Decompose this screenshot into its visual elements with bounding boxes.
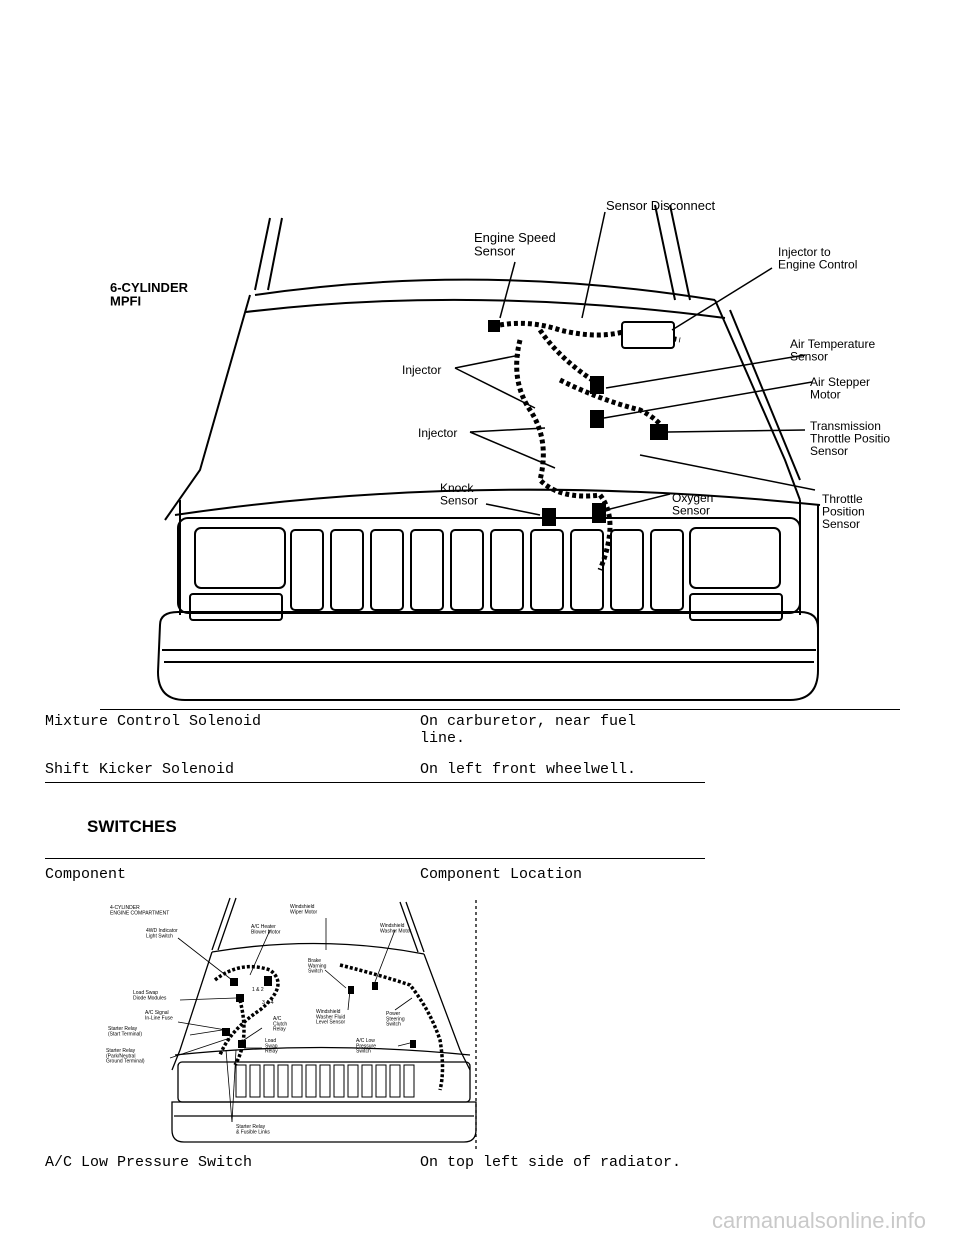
label-3-and-4: 3 & 4: [262, 1000, 274, 1006]
label-starter-relay-fusible-links: Starter Relay & Fusible Links: [236, 1124, 270, 1136]
watermark: carmanualsonline.info: [712, 1208, 927, 1233]
label-transmission-throttle-position-sensor: Transmission Throttle Positio Sensor: [810, 419, 891, 459]
label-engine-speed-sensor: Engine Speed Sensor: [474, 230, 556, 259]
label-knock-sensor: Knock Sensor: [440, 481, 479, 508]
label-1-and-2: 1 & 2: [252, 987, 264, 993]
label-starter-relay-park-neutral: Starter Relay (Park/Neutral Ground Terminal): [106, 1048, 145, 1065]
label-throttle-position-sensor: Throttle Position Sensor: [822, 492, 865, 532]
section-heading: SWITCHES: [87, 817, 177, 836]
label-sensor-disconnect: Sensor Disconnect: [606, 198, 716, 213]
row-location: On top left side of radiator.: [420, 1154, 682, 1171]
label-windshield-wiper-motor: Windshield Wiper Motor: [290, 904, 318, 916]
label-load-swap-diode-modules: Load Swap Diode Modules: [133, 990, 167, 1002]
row-location: On carburetor, near fuel: [420, 713, 637, 730]
grille-slats: [291, 530, 683, 610]
label-load-swap-relay: Load Swap Relay: [265, 1038, 278, 1055]
label-brake-warning-switch: Brake Warning Switch: [308, 958, 327, 975]
label-ac-low-pressure-switch: A/C Low Pressure Switch: [356, 1038, 377, 1055]
label-windshield-washer-motor: Windshield Washer Motor: [380, 923, 412, 935]
row-component: Mixture Control Solenoid: [45, 713, 262, 730]
row-component: A/C Low Pressure Switch: [45, 1154, 253, 1171]
label-injector-to-engine-control: Injector to Engine Control: [778, 245, 858, 272]
label-air-temperature-sensor: Air Temperature Sensor: [790, 337, 876, 364]
label-power-steering-switch: Power Steering Switch: [386, 1011, 405, 1028]
vehicle-front-outline: [158, 205, 820, 700]
wiring-harness: [500, 323, 680, 570]
label-oxygen-sensor: Oxygen Sensor: [672, 491, 714, 518]
label-ac-clutch-relay: A/C Clutch Relay: [273, 1016, 288, 1033]
fig2-grille-slats: [236, 1065, 414, 1097]
figure2-labels: [106, 904, 412, 1135]
label-starter-relay-start-terminal: Starter Relay (Start Terminal): [108, 1026, 143, 1038]
label-windshield-washer-fluid-level-sensor: Windshield Washer Fluid Level Sensor: [316, 1009, 346, 1026]
row-location: On left front wheelwell.: [420, 761, 637, 778]
row-component: Shift Kicker Solenoid: [45, 761, 235, 778]
divider-line: [45, 858, 705, 859]
row-location-continued: line.: [420, 730, 466, 747]
figure1-title: 6-CYLINDER MPFI: [110, 280, 189, 309]
fig2-title: 4-CYLINDER ENGINE COMPARTMENT: [110, 905, 170, 917]
figure-4-cylinder-engine-compartment: [0, 890, 960, 1190]
table-header-location: Component Location: [420, 866, 583, 883]
divider-line: [100, 709, 900, 710]
divider-line: [45, 782, 705, 783]
label-ac-signal-inline-fuse: A/C Signal In-Line Fuse: [145, 1010, 173, 1022]
label-ac-heater-blower-motor: A/C Heater Blower Motor: [251, 924, 281, 936]
label-injector-2: Injector: [418, 426, 458, 440]
label-4wd-indicator-light-switch: 4WD Indicator Light Switch: [146, 928, 178, 940]
fig2-harness: [215, 965, 443, 1090]
label-air-stepper-motor: Air Stepper Motor: [810, 375, 871, 402]
table-header-component: Component: [45, 866, 127, 883]
label-injector-1: Injector: [402, 363, 442, 377]
